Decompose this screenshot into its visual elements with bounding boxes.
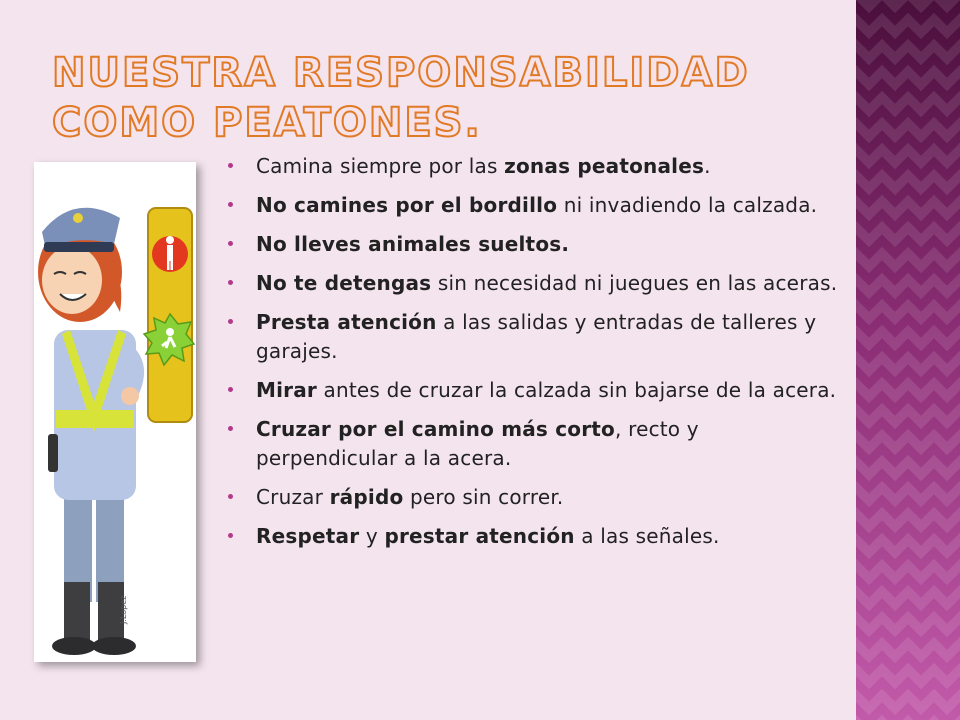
slide-title: NUESTRA RESPONSABILIDAD COMO PEATONES. [52, 50, 750, 146]
bullet-text: Cruzar [256, 485, 330, 509]
bullet-text: antes de cruzar la calzada sin bajarse de la acera. [316, 378, 837, 402]
bullet-dot-icon [228, 163, 233, 168]
bullet-bold-text: Respetar [256, 524, 360, 548]
bullet-text: pero sin correr. [403, 485, 564, 509]
bullet-item [226, 269, 842, 298]
pedestrian-traffic-light-icon [144, 208, 194, 422]
bullet-item [226, 522, 842, 551]
bullet-item [226, 376, 842, 405]
bullet-item [226, 308, 842, 366]
decorative-side-band [856, 0, 960, 720]
bullet-bold-text: Mirar [256, 378, 317, 402]
bullet-dot-icon [228, 280, 233, 285]
bullet-list [226, 152, 842, 561]
bullet-dot-icon [228, 426, 233, 431]
bullet-text: y [359, 524, 385, 548]
bullet-text: a las salidas y entradas de talleres y garajes. [256, 310, 817, 363]
bullet-dot-icon [228, 494, 233, 499]
bullet-bold-text: Cruzar por el camino más corto [256, 417, 615, 441]
bullet-bold-text: rápido [329, 485, 404, 509]
bullet-dot-icon [228, 241, 233, 246]
bullet-bold-text: No lleves animales sueltos. [256, 232, 570, 256]
bullet-dot-icon [228, 319, 233, 324]
bullet-bold-text: Presta atención [256, 310, 437, 334]
bullet-bold-text: zonas peatonales [504, 154, 705, 178]
bullet-text: ni invadiendo la calzada. [557, 193, 818, 217]
bullet-item [226, 415, 842, 473]
bullet-bold-text: No camines por el bordillo [256, 193, 558, 217]
bullet-item [226, 483, 842, 512]
bullet-text: sin necesidad ni juegues en las aceras. [431, 271, 838, 295]
bullet-item [226, 191, 842, 220]
illustration-signature: J.Lopez [119, 595, 128, 624]
crossing-guard-icon [34, 162, 196, 662]
bullet-dot-icon [228, 533, 233, 538]
bullet-dot-icon [228, 202, 233, 207]
bullet-bold-text: No te detengas [256, 271, 432, 295]
crossing-guard-illustration [34, 162, 196, 662]
bullet-item [226, 152, 842, 181]
bullet-text: , recto y perpendicular a la acera. [256, 417, 699, 470]
bullet-text: a las señales. [574, 524, 720, 548]
bullet-dot-icon [228, 387, 233, 392]
bullet-item [226, 230, 842, 259]
bullet-bold-text: prestar atención [384, 524, 575, 548]
bullet-text: . [704, 154, 711, 178]
bullet-text: Camina siempre por las [256, 154, 505, 178]
